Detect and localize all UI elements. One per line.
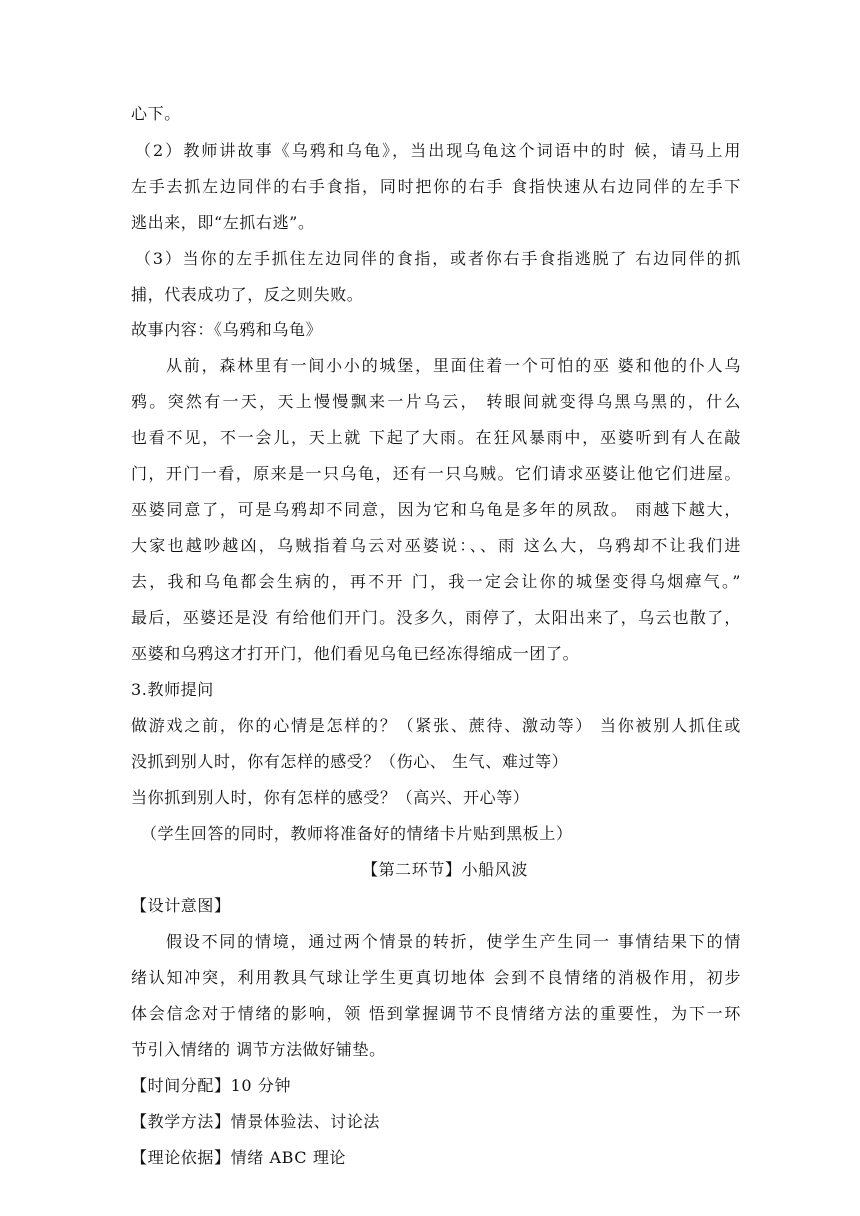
teacher-questions-heading: 3.教师提问 [131, 680, 214, 699]
question-line-1: 做游戏之前，你的心情是怎样的？（紧张、蔗待、激动等） 当你被别人抓住或 [131, 716, 741, 735]
step-3-line-1: （3）当你的左手抓住左边同伴的食指，或者你右手食指逃脱了 右边同伴的抓 [135, 249, 741, 268]
story-line-4: 门，开门一看，原来是一只乌龟，还有一只乌贼。它们请求巫婆让他它们进屋。 [131, 464, 741, 483]
story-line-2: 鸦。突然有一天，天上慢慢飘来一片乌云， 转眼间就变得乌黑乌黑的，什么 [131, 392, 741, 411]
story-line-7: 去，我和乌龟都会生病的，再不开 门，我一定会让你的城堡变得乌烟瘴气。” [131, 572, 741, 591]
story-line-3: 也看不见，不一会儿，天上就 下起了大雨。在狂风暴雨中，巫婆听到有人在敲 [131, 428, 741, 447]
story-heading: 故事内容：《乌鸦和乌龟》 [131, 320, 323, 339]
design-intent-line-1: 假设不同的情境，通过两个情景的转折，使学生产生同一 事情结果下的情 [166, 932, 741, 951]
design-intent-line-3: 体会信念对于情绪的影响，领 悟到掌握调节不良情绪方法的重要性，为下一环 [131, 1004, 741, 1023]
question-line-2: 没抓到别人时，你有怎样的感受？（伤心、 生气、难过等） [131, 752, 569, 771]
section-two-title: 【第二环节】小船风波 [361, 860, 528, 879]
design-intent-line-4: 节引入情绪的 调节方法做好铺垫。 [131, 1040, 386, 1059]
design-intent-heading: 【设计意图】 [131, 896, 231, 915]
theory-basis: 【理论依据】情绪 ABC 理论 [131, 1148, 347, 1167]
step-3-line-2: 捕，代表成功了，反之则失败。 [131, 285, 364, 304]
text-line-continuation: 心下。 [131, 104, 181, 123]
story-line-5: 巫婆同意了，可是乌鸦却不同意，因为它和乌龟是多年的夙敌。 雨越下越大， [131, 500, 741, 519]
question-line-3: 当你抓到别人时，你有怎样的感受？（高兴、开心等） [131, 788, 530, 807]
story-line-8: 最后，巫婆还是没 有给他们开门。没多久，雨停了，太阳出来了，乌云也散了， [131, 608, 741, 627]
time-allocation: 【时间分配】10 分钟 [131, 1076, 292, 1095]
step-2-line-1: （2）教师讲故事《乌鸦和乌龟》，当出现乌龟这个词语中的时 候，请马上用 [135, 141, 741, 160]
story-line-6: 大家也越吵越凶，乌贼指着乌云对巫婆说：、、雨 这么大，乌鸦却不让我们进 [131, 536, 741, 555]
step-2-line-2: 左手去抓左边同伴的右手食指，同时把你的右手 食指快速从右边同伴的左手下 [131, 177, 741, 196]
story-line-1: 从前，森林里有一间小小的城堡，里面住着一个可怕的巫 婆和他的仆人乌 [166, 356, 741, 375]
student-answer-note: （学生回答的同时，教师将准备好的情绪卡片贴到黑板上） [141, 824, 573, 843]
design-intent-line-2: 绪认知冲突，利用教具气球让学生更真切地体 会到不良情绪的消极作用，初步 [131, 968, 741, 987]
teaching-method: 【教学方法】情景体验法、讨论法 [131, 1112, 381, 1131]
story-line-9: 巫婆和乌鸦这才打开门，他们看见乌龟已经冻得缩成一团了。 [131, 644, 580, 663]
step-2-line-3: 逃出来，即“左抓右逃”。 [131, 213, 315, 232]
